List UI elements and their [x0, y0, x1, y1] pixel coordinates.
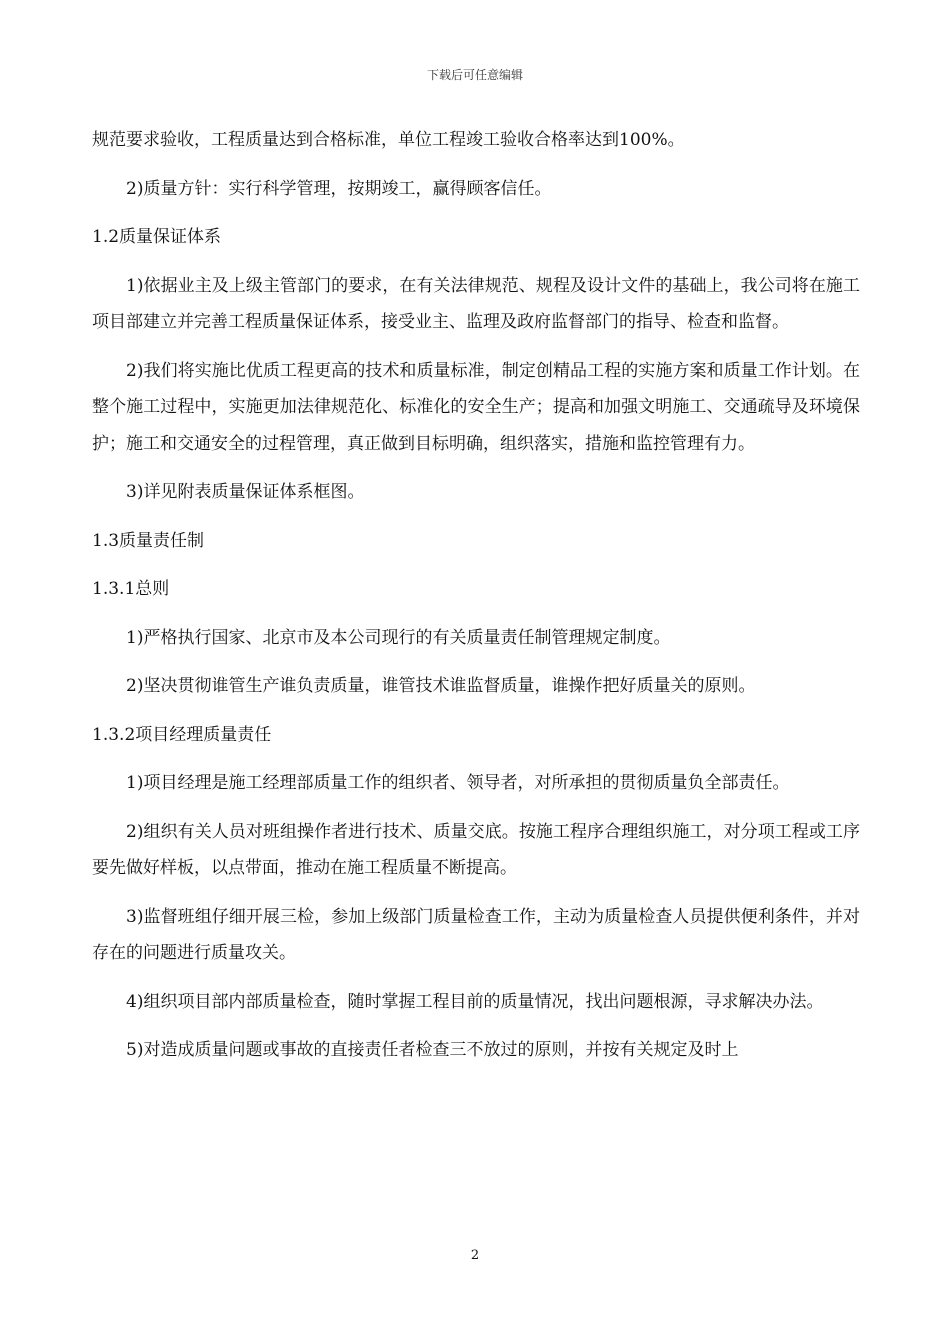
paragraph: 2)组织有关人员对班组操作者进行技术、质量交底。按施工程序合理组织施工，对分项工程或工序要先做好样板，以点带面，推动在施工程质量不断提高。 — [92, 821, 860, 878]
paragraph: 5)对造成质量问题或事故的直接责任者检查三不放过的原则，并按有关规定及时上 — [126, 1040, 739, 1060]
paragraph: 3)监督班组仔细开展三检，参加上级部门质量检查工作，主动为质量检查人员提供便利条件，并对存在的问题进行质量攻关。 — [92, 906, 860, 963]
paragraph: 规范要求验收，工程质量达到合格标准，单位工程竣工验收合格率达到100%。 — [92, 130, 685, 150]
paragraph: 2)我们将实施比优质工程更高的技术和质量标准，制定创精品工程的实施方案和质量工作计划。在整个施工过程中，实施更加法律规范化、标准化的安全生产；提高和加强文明施工、交通疏导及环境保护；施工和交通安全的过程管理，真正做到目标明确，组织落实，措施和监控管理有力。 — [92, 360, 860, 454]
section-heading: 1.3质量责任制 — [92, 530, 205, 551]
paragraph: 1)严格执行国家、北京市及本公司现行的有关质量责任制管理规定制度。 — [126, 627, 671, 648]
page-number: 2 — [470, 1248, 480, 1263]
document-body — [92, 122, 860, 1081]
subsection-heading: 1.3.1总则 — [92, 579, 170, 599]
paragraph: 1)项目经理是施工经理部质量工作的组织者、领导者，对所承担的贯彻质量负全部责任。 — [126, 773, 790, 793]
paragraph: 1)依据业主及上级主管部门的要求，在有关法律规范、规程及设计文件的基础上，我公司将在施工项目部建立并完善工程质量保证体系，接受业主、监理及政府监督部门的指导、检查和监督。 — [92, 275, 860, 332]
paragraph: 4)组织项目部内部质量检查，随时掌握工程目前的质量情况，找出问题根源，寻求解决办法。 — [126, 991, 824, 1012]
paragraph: 2)质量方针：实行科学管理，按期竣工，赢得顾客信任。 — [126, 178, 552, 199]
paragraph: 3)详见附表质量保证体系框图。 — [126, 482, 365, 502]
section-heading: 1.2质量保证体系 — [92, 227, 222, 247]
page-header: 下载后可任意编辑 — [426, 68, 523, 82]
subsection-heading: 1.3.2项目经理质量责任 — [92, 724, 272, 745]
paragraph: 2)坚决贯彻谁管生产谁负责质量，谁管技术谁监督质量，谁操作把好质量关的原则。 — [126, 676, 756, 696]
